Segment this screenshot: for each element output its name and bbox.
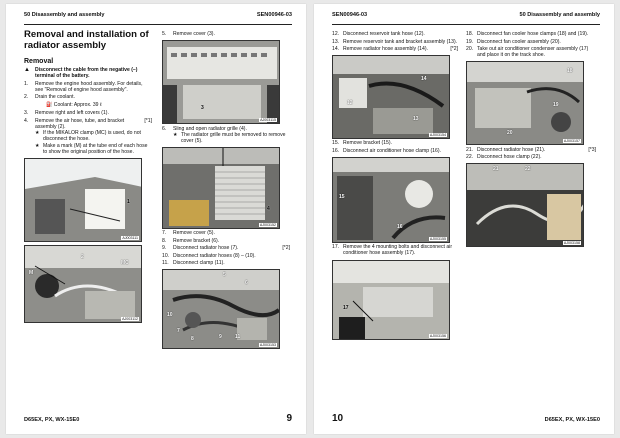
- step-item: 5. Remove cover (3).: [162, 31, 215, 38]
- page-footer: [332, 409, 600, 423]
- footer-model: D65EX, PX, WX-15E0: [544, 417, 600, 423]
- section-title: Removal and installation of radiator assembly: [24, 29, 149, 51]
- step-item: 8. Remove bracket (6).: [162, 237, 220, 244]
- step-item: 20. Take out air conditioner condenser assembly (17) and place it on the track shoe.: [466, 45, 589, 59]
- photo-caption: AJ003154: [429, 133, 446, 138]
- step-item: 11. Disconnect clamp (11).: [162, 259, 225, 266]
- step-item: 17. Remove the 4 mounting bolts and disconnect air conditioner hose assembly (17).: [332, 244, 453, 257]
- header-chapter: 50 Disassembly and assembly: [24, 12, 105, 18]
- photo-caption: AJ003111: [122, 236, 138, 240]
- footer-model: D65EX, PX, WX-15E0: [24, 417, 80, 423]
- photo-caption: AJ003156: [429, 333, 446, 338]
- step-item: 10. Disconnect radiator hoses (8) – (10).: [162, 252, 256, 259]
- photo-cover-3: 3 AJ003115: [162, 40, 280, 124]
- header-doc-code: SEN00946-03: [256, 12, 292, 18]
- photo-caption: AJ003112: [122, 317, 138, 321]
- step-item: 14. Remove radiator hose assembly (14). [*2]: [332, 45, 458, 52]
- photo-caption: AJ003152: [259, 223, 276, 228]
- step-item: 7. Remove cover (5).: [162, 230, 215, 237]
- step-item: 1. Remove the engine hood assembly. For details, see "Removal of engine hood assembly".: [24, 80, 143, 93]
- step-item: 9. Disconnect radiator hose (7). [*2]: [162, 245, 290, 252]
- photo-caption: AJ003155: [429, 236, 446, 241]
- step-item: 2. Drain the coolant.: [24, 94, 75, 101]
- step-note: ★ The radiator grille must be removed to remove cover (5).: [173, 131, 286, 144]
- step-item: 13. Remove reservoir tank and bracket assembly (13).: [332, 38, 458, 45]
- right-column: [162, 30, 290, 349]
- warning-icon: ▲: [24, 67, 30, 73]
- left-column: [332, 30, 458, 340]
- step-note: ★ Make a mark (M) at the tube end of each hose to show the original position of the hose.: [35, 142, 148, 155]
- subsection-title: Removal: [24, 58, 54, 65]
- step-item: 22. Disconnect hose clamp (22).: [466, 153, 542, 160]
- step-note: ★ If the MIKALOR clamp (MC) is used, do not disconnect the hose.: [35, 130, 141, 143]
- page-footer: [24, 409, 292, 423]
- header-rule: [332, 24, 600, 25]
- photo-caption: AJ003115: [260, 118, 276, 123]
- page-number: 10: [332, 413, 344, 424]
- header-doc-code: SEN00946-03: [332, 12, 368, 18]
- photo-caption: AJ003157: [563, 139, 580, 144]
- photo-caption: AJ003153: [259, 343, 276, 348]
- manual-page-9: [6, 4, 306, 434]
- step-item: 19. Disconnect fan cooler assembly (20).: [466, 38, 561, 45]
- step-item: 21. Disconnect radiator hose (21). [*3]: [466, 146, 596, 153]
- step-item: 12. Disconnect reservoir tank hose (12).: [332, 31, 425, 38]
- step-item: 16. Disconnect air conditioner hose clamp (16).: [332, 147, 441, 154]
- coolant-icon: ⛽: [46, 102, 54, 109]
- photo-radiator-hoses: 5 6 10 7 8 9 11 AJ003153: [162, 269, 280, 349]
- page-header: [332, 12, 600, 23]
- photo-radiator-grille: 4 AJ003152: [162, 147, 280, 229]
- header-rule: [24, 24, 292, 25]
- right-column: [466, 30, 596, 247]
- photo-cover-removal: 1 AJ003111: [24, 158, 142, 242]
- warning-note: [24, 67, 152, 79]
- warning-text: Disconnect the cable from the negative (–) terminal of the battery.: [35, 67, 138, 80]
- left-column: [24, 30, 152, 323]
- step-item: 3. Remove right and left covers (1).: [24, 110, 109, 117]
- header-chapter: 50 Disassembly and assembly: [519, 12, 600, 18]
- photo-reservoir-tank: 12 14 13 AJ003154: [332, 55, 450, 139]
- photo-radiator-hose-21: 21 22 AJ003158: [466, 163, 584, 247]
- photo-fan-cooler: 18 20 19 AJ003157: [466, 61, 584, 145]
- page-header: [24, 12, 292, 23]
- photo-air-hose: M 2 MC AJ003112: [24, 245, 142, 323]
- step-item: 15. Remove bracket (15).: [332, 140, 392, 147]
- step-item: 18. Disconnect fan cooler hose clamps (18) and (19).: [466, 31, 589, 38]
- photo-ac-hose-clamp: 15 16 AJ003155: [332, 157, 450, 243]
- manual-page-10: [314, 4, 614, 434]
- coolant-capacity: ⛽ Coolant: Approx. 39 ℓ: [46, 102, 102, 109]
- photo-caption: AJ003158: [563, 241, 580, 246]
- page-number: 9: [286, 413, 292, 424]
- step-item: 6. Sling and open radiator grille (4).: [162, 125, 247, 132]
- photo-ac-hose-assembly: 17 AJ003156: [332, 260, 450, 340]
- step-item: 4. Remove the air hose, tube, and bracket assembly (2). [*1]: [24, 117, 152, 130]
